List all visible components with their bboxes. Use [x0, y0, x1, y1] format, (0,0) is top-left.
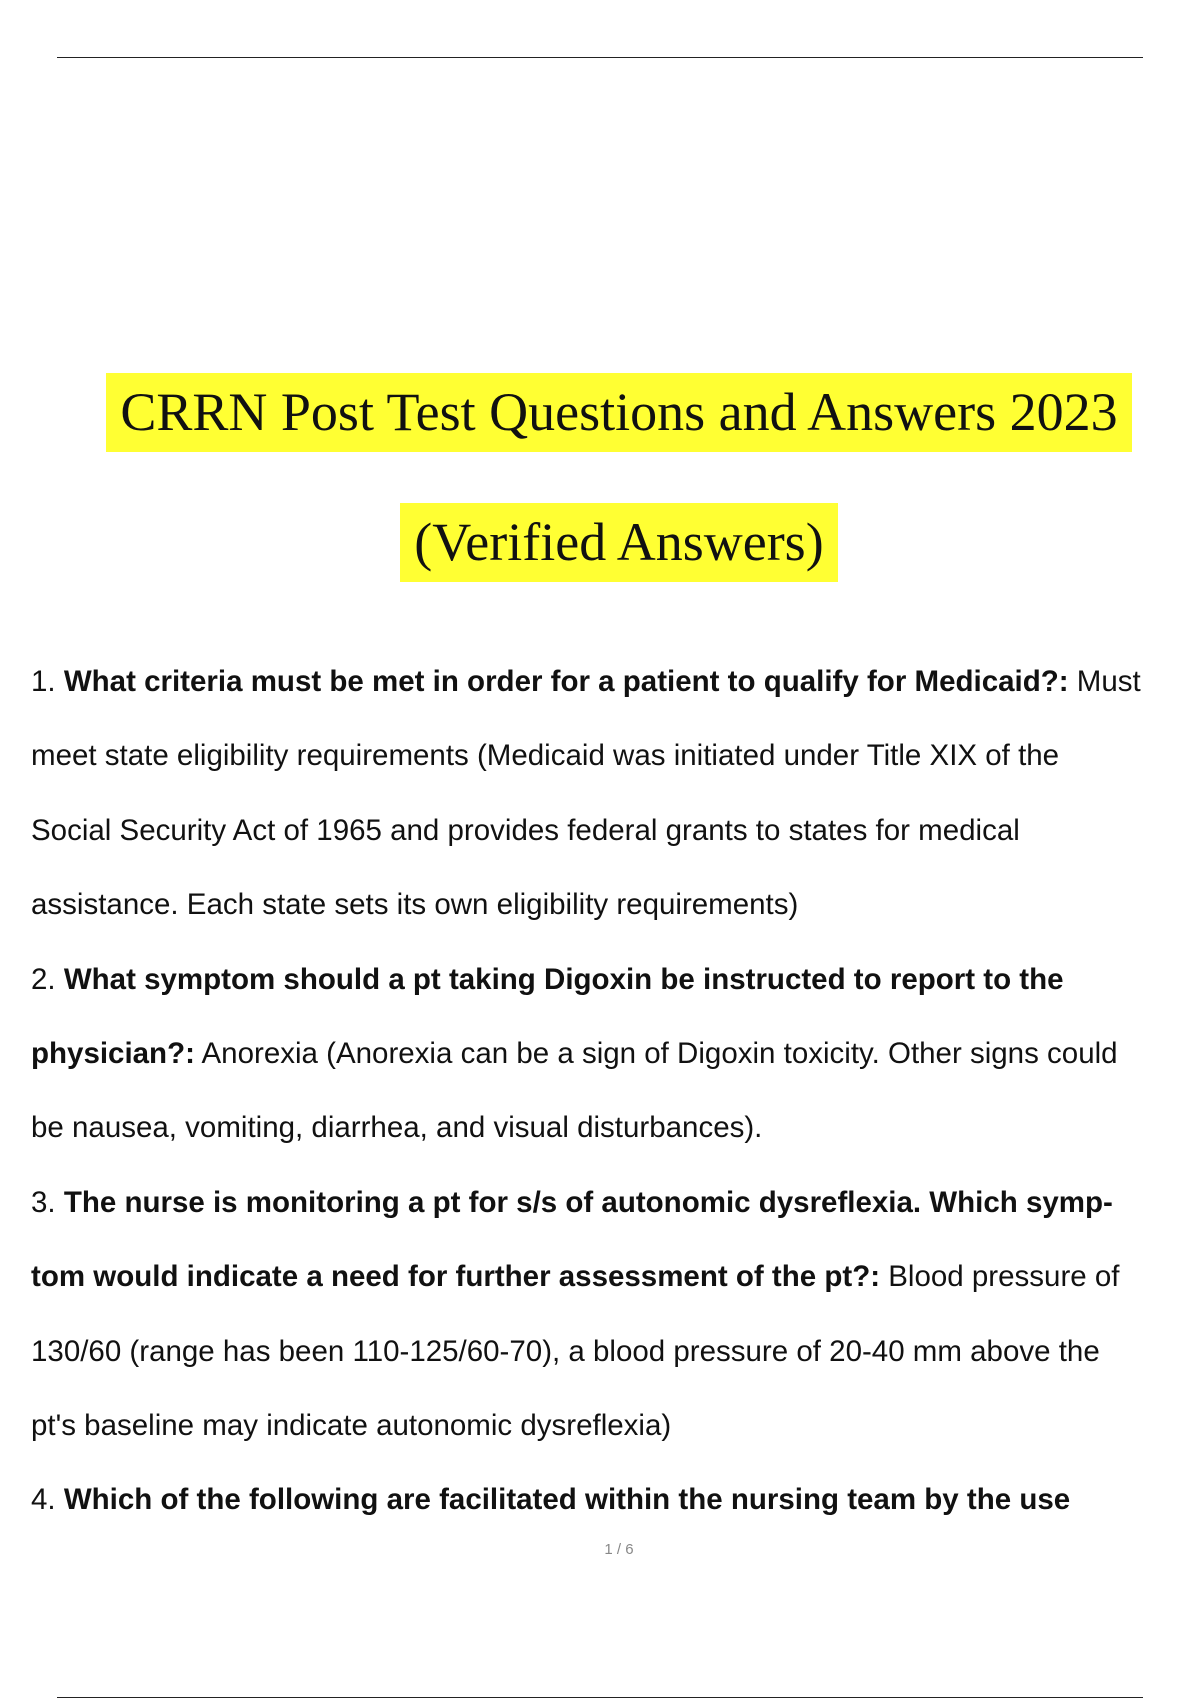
answer-line: meet state eligibility requirements (Medicaid was initiated under Title XIX of the: [31, 739, 1060, 773]
item-number: 3.: [31, 1185, 56, 1219]
question-continuation: [31, 1017, 1200, 1091]
list-item: [31, 1166, 1200, 1240]
question-text: Which of the following are facilitated within the nursing team by the use: [63, 1483, 1071, 1517]
question-text: What criteria must be met in order for a patient to qualify for Medicaid?:: [63, 665, 1069, 698]
list-item: [31, 1463, 1200, 1537]
list-item: [31, 645, 1200, 719]
page-indicator: 1 / 6: [604, 1541, 634, 1558]
answer-text: Blood pressure of: [888, 1260, 1120, 1294]
answer-line: assistance. Each state sets its own eligibility requirements): [31, 888, 799, 922]
answer-line: Social Security Act of 1965 and provides federal grants to states for medical: [31, 813, 1020, 847]
question-continuation: [31, 1240, 1200, 1314]
question-text: physician?:: [31, 1036, 195, 1070]
title-line-2: (Verified Answers): [400, 503, 837, 582]
question-text: tom would indicate a need for further assessment of the pt?:: [31, 1260, 881, 1294]
answer-line: 130/60 (range has been 110-125/60-70), a blood pressure of 20-40 mm above the: [31, 1334, 1100, 1368]
answer-text: Anorexia (Anorexia can be a sign of Digoxin toxicity. Other signs could: [201, 1036, 1118, 1070]
answer-line: pt's baseline may indicate autonomic dysreflexia): [31, 1408, 672, 1442]
document-subtitle: [0, 512, 1200, 572]
bottom-rule: [57, 1697, 1143, 1698]
top-rule: [57, 57, 1143, 58]
item-number: 1.: [31, 665, 56, 698]
question-text: What symptom should a pt taking Digoxin be instructed to report to the: [63, 962, 1064, 996]
item-number: 4.: [31, 1483, 56, 1517]
question-list: [31, 645, 1200, 1538]
answer-line: be nausea, vomiting, diarrhea, and visual disturbances).: [31, 1111, 763, 1145]
title-line-1: CRRN Post Test Questions and Answers 2023: [106, 373, 1131, 452]
list-item: [31, 943, 1200, 1017]
answer-text: Must: [1076, 665, 1141, 698]
document-title: [0, 382, 1200, 442]
item-number: 2.: [31, 962, 56, 996]
question-text: The nurse is monitoring a pt for s/s of autonomic dysreflexia. Which symp-: [63, 1185, 1113, 1219]
